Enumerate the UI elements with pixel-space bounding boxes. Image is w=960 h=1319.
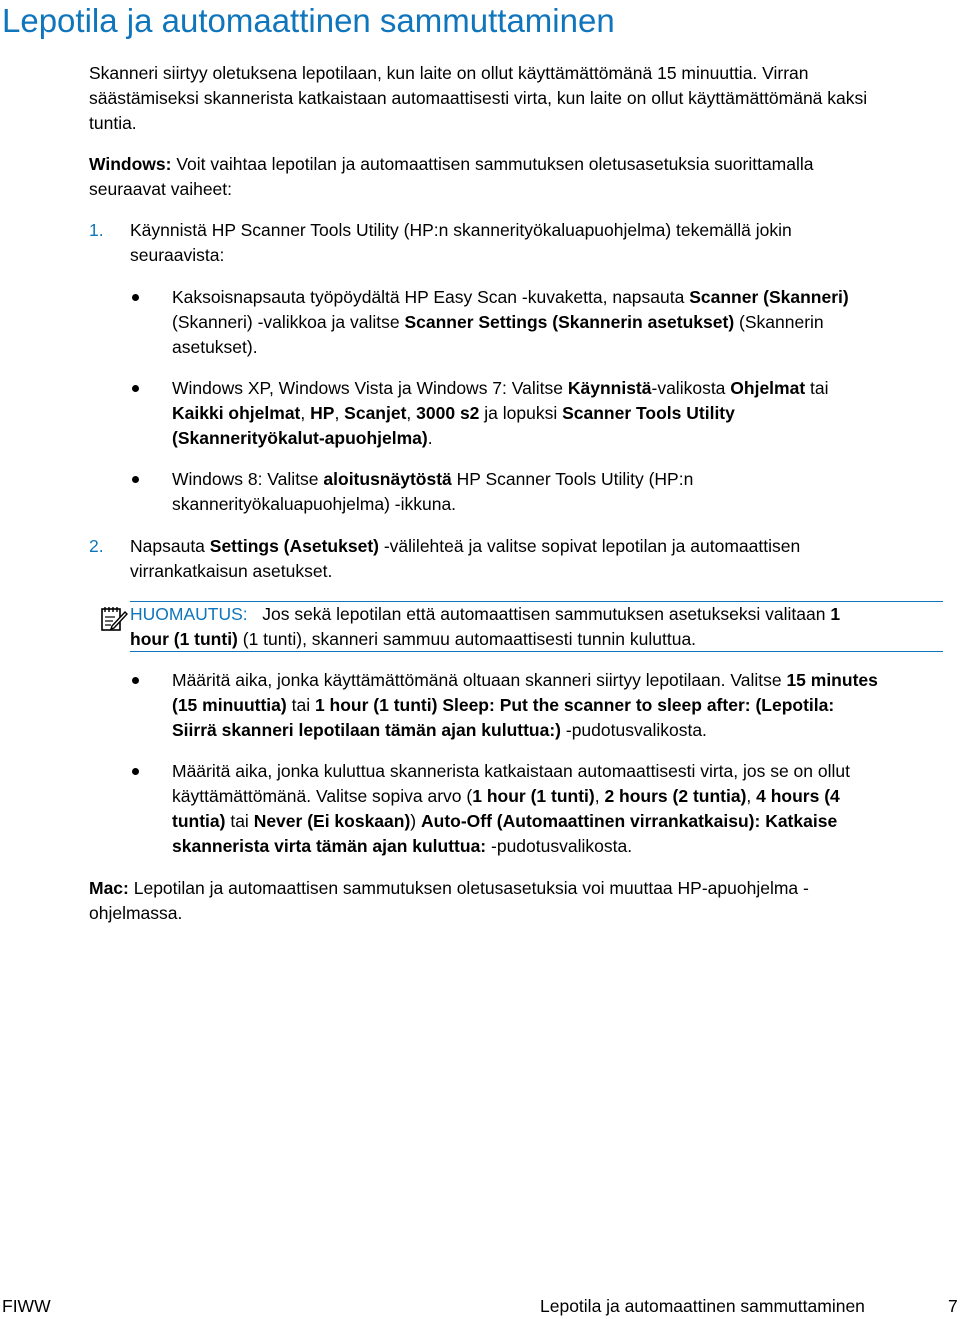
text: , — [594, 786, 605, 806]
text: -välilehteä ja valitse sopivat lepotilan ja automaattisen — [378, 536, 801, 556]
menu-name: Scanjet — [344, 403, 407, 423]
list-line — [172, 809, 850, 834]
value: tuntia) — [172, 811, 226, 831]
step-line: seuraavista: — [130, 245, 225, 265]
text: tai — [805, 378, 829, 398]
value: 2 hours (2 tuntia) — [604, 786, 747, 806]
menu-name: Auto-Off (Automaattinen virrankatkaisu): Katkaise — [421, 811, 838, 831]
list-line — [172, 467, 693, 492]
list-line — [172, 718, 878, 743]
menu-name: Sleep: Put the scanner to sleep after: (Lepotila: — [442, 695, 835, 715]
text: (Skanneri) -valikkoa ja valitse — [172, 312, 405, 332]
text: -pudotusvalikosta. — [561, 720, 707, 740]
note-line — [130, 627, 840, 652]
list-line: Määritä aika, jonka kuluttua skannerista katkaistaan automaattisesti virta, jos se on ollut — [172, 761, 850, 781]
menu-name: Siirrä skanneri lepotilaan tämän ajan kuluttua:) — [172, 720, 561, 740]
value: 4 hours (4 — [756, 786, 840, 806]
intro-line: tuntia. — [89, 113, 137, 133]
text: Määritä aika, jonka käyttämättömänä oltuaan skanneri siirtyy lepotilaan. Valitse — [172, 670, 787, 690]
footer-title: Lepotila ja automaattinen sammuttaminen — [540, 1296, 865, 1316]
step-1-text — [130, 218, 792, 268]
bullet-dot — [132, 476, 139, 483]
text: , — [746, 786, 757, 806]
menu-name: 3000 s2 — [416, 403, 480, 423]
text: (Skannerin — [734, 312, 824, 332]
note-label: HUOMAUTUS: — [130, 604, 248, 624]
list-line — [172, 401, 829, 426]
value: 1 hour (1 tunti) — [472, 786, 595, 806]
text: . — [427, 428, 433, 448]
mac-paragraph — [89, 876, 809, 926]
step-number: 1. — [89, 220, 104, 240]
text: Windows 8: Valitse — [172, 469, 324, 489]
list-line — [172, 376, 829, 401]
text: -valikosta — [651, 378, 731, 398]
menu-name: Kaikki ohjelmat — [172, 403, 301, 423]
text: käyttämättömänä. Valitse sopiva arvo ( — [172, 786, 473, 806]
step-2-text — [130, 534, 800, 584]
text: , — [334, 403, 345, 423]
bullet-dot — [132, 768, 139, 775]
mac-line — [89, 876, 809, 901]
page-number: 7 — [948, 1296, 958, 1316]
text: Jos sekä lepotilan että automaattisen sammutuksen asetukseksi valitaan — [247, 604, 831, 624]
menu-name: Ohjelmat — [730, 378, 806, 398]
list-item — [172, 376, 829, 451]
value: 15 minutes — [786, 670, 878, 690]
value: (15 minuuttia) — [172, 695, 287, 715]
text: HP Scanner Tools Utility (HP:n — [451, 469, 694, 489]
note-bottom-rule — [130, 651, 943, 652]
windows-line — [89, 152, 814, 177]
menu-name: Scanner Tools Utility — [562, 403, 735, 423]
list-line — [172, 784, 850, 809]
list-item — [172, 668, 878, 743]
footer-left: FIWW — [2, 1296, 51, 1316]
text: Kaksoisnapsauta työpöydältä HP Easy Scan -kuvaketta, napsauta — [172, 287, 690, 307]
step-line — [130, 534, 800, 559]
menu-name: HP — [310, 403, 335, 423]
step-line: virrankatkaisun asetukset. — [130, 561, 333, 581]
mac-line: ohjelmassa. — [89, 903, 183, 923]
windows-paragraph — [89, 152, 814, 202]
tab-name: Settings (Asetukset) — [209, 536, 379, 556]
text: ) — [410, 811, 421, 831]
value: 1 hour (1 tunti) — [314, 695, 438, 715]
list-item — [172, 285, 849, 360]
menu-name: Käynnistä — [567, 378, 652, 398]
list-line — [172, 668, 878, 693]
list-line — [172, 285, 849, 310]
value: hour (1 tunti) — [130, 629, 238, 649]
text: tai — [286, 695, 315, 715]
text: (1 tunti), skanneri sammuu automaattisesti tunnin kuluttua. — [237, 629, 697, 649]
list-line — [172, 693, 878, 718]
note-pencil-icon — [100, 604, 128, 632]
menu-name: skannerista virta tämän ajan kuluttua: — [172, 836, 487, 856]
text: , — [300, 403, 311, 423]
note-paragraph — [130, 602, 840, 652]
bullet-dot — [132, 294, 139, 301]
menu-name: (Skannerityökalut-apuohjelma) — [172, 428, 428, 448]
list-line: asetukset). — [172, 337, 258, 357]
list-line — [172, 426, 829, 451]
note-line — [130, 602, 840, 627]
step-number: 2. — [89, 536, 104, 556]
list-item — [172, 759, 850, 859]
intro-paragraph — [89, 61, 867, 136]
value: Never (Ei koskaan) — [253, 811, 411, 831]
value: 1 — [830, 604, 841, 624]
windows-line: seuraavat vaiheet: — [89, 179, 233, 199]
windows-text: Voit vaihtaa lepotilan ja automaattisen sammutuksen oletusasetuksia suorittamalla — [171, 154, 814, 174]
intro-line: Skanneri siirtyy oletuksena lepotilaan, kun laite on ollut käyttämättömänä 15 minuuttia. Virran — [89, 63, 809, 83]
text: Lepotilan ja automaattisen sammutuksen oletusasetuksia voi muuttaa HP-apuohjelma - — [128, 878, 809, 898]
text: Windows XP, Windows Vista ja Windows 7: Valitse — [172, 378, 568, 398]
intro-line: säästämiseksi skannerista katkaistaan automaattisesti virta, kun laite on ollut käyttämättömänä kaksi — [89, 88, 868, 108]
windows-label: Windows: — [89, 154, 172, 174]
text: -pudotusvalikosta. — [486, 836, 633, 856]
text: ja lopuksi — [479, 403, 563, 423]
menu-name: Scanner Settings (Skannerin asetukset) — [404, 312, 735, 332]
bullet-dot — [132, 385, 139, 392]
step-line: Käynnistä HP Scanner Tools Utility (HP:n skannerityökaluapuohjelma) tekemällä jokin — [130, 220, 792, 240]
text: , — [406, 403, 417, 423]
menu-name: Scanner (Skanneri) — [689, 287, 849, 307]
bullet-dot — [132, 677, 139, 684]
list-line — [172, 310, 849, 335]
list-line: skannerityökaluapuohjelma) -ikkuna. — [172, 494, 457, 514]
page-title: Lepotila ja automaattinen sammuttaminen — [2, 2, 615, 39]
list-item — [172, 467, 693, 517]
text: tai — [225, 811, 254, 831]
menu-name: aloitusnäytöstä — [323, 469, 452, 489]
list-line — [172, 834, 850, 859]
mac-label: Mac: — [89, 878, 129, 898]
text: Napsauta — [130, 536, 210, 556]
